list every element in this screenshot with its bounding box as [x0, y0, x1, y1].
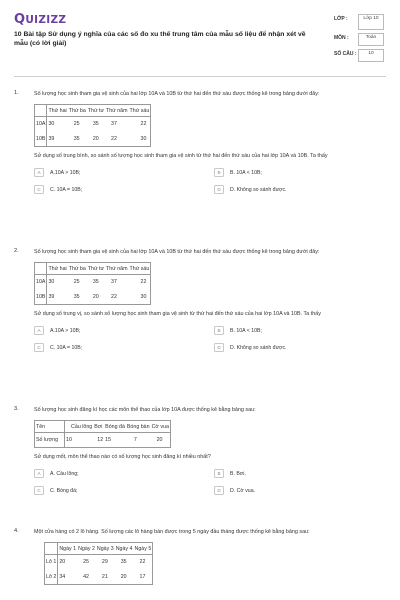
option-text: B. 10A < 10B;	[230, 327, 262, 334]
table-cell: 20	[92, 293, 99, 300]
table-cell: 10A	[35, 275, 47, 290]
table-cell: 12	[97, 437, 104, 443]
table-cell: 30	[48, 279, 55, 286]
option-letter: C	[34, 343, 44, 352]
table-cell: 10A	[35, 117, 47, 132]
table-header-cell: Bóng đá	[104, 421, 126, 433]
option-letter: D	[214, 185, 224, 194]
table-header-cell: Cờ vua	[151, 421, 171, 433]
option-text: A. Cầu lông;	[50, 470, 79, 477]
data-table	[34, 104, 151, 147]
option-letter: A	[34, 168, 44, 177]
table-header-cell: Thứ tư	[87, 105, 105, 117]
question-prompt: Sử dụng số trung bình, so sánh số lượng học sinh tham gia vệ sinh từ thứ hai đến thứ sáu của hai lớp 10A và 10B. Ta thấy	[34, 153, 328, 159]
table-header-row	[45, 543, 153, 555]
option-text: C. 10A = 10B;	[50, 344, 83, 351]
table-cell: Lô 1	[45, 555, 58, 570]
table-cell: 22	[111, 135, 117, 142]
table-header-cell: Thứ hai	[47, 105, 68, 117]
option-letter: D	[214, 486, 224, 495]
option-letter: A	[34, 326, 44, 335]
table-header-cell: Thứ ba	[68, 263, 87, 275]
option-text: C. 10A = 10B;	[50, 186, 83, 193]
subject-label: MÔN :	[334, 35, 349, 41]
table-header-cell: Thứ năm	[105, 263, 129, 275]
question-prompt: Sử dụng mốt, môn thể thao nào có số lượng học sinh đăng kí nhiều nhất?	[34, 454, 211, 460]
table-header-cell: Cầu lông	[65, 421, 94, 433]
count-value: 10	[358, 49, 384, 62]
table-cell: 42	[83, 573, 90, 580]
table-cell: 35	[92, 121, 99, 128]
table-row	[35, 275, 151, 290]
question-intro: Số lượng học sinh tham gia vệ sinh của hai lớp 10A và 10B từ thứ hai đến thứ sáu được thống kê trong bảng dưới đây:	[34, 91, 320, 97]
answer-options	[34, 168, 386, 194]
option-letter: B	[214, 168, 224, 177]
table-cell: 25	[83, 559, 90, 566]
count-label: SỐ CÂU :	[334, 51, 357, 57]
option-a[interactable]	[34, 469, 214, 478]
table-row	[45, 555, 153, 570]
answer-options	[34, 326, 386, 352]
table-row	[35, 117, 151, 132]
question-number: 2.	[14, 248, 19, 254]
data-table	[44, 542, 153, 585]
table-header-cell: Thứ sáu	[129, 105, 151, 117]
table-cell: 21	[101, 573, 108, 580]
table-header-row	[35, 105, 151, 117]
table-cell: Lô 2	[45, 570, 58, 585]
grade-label: LỚP :	[334, 16, 348, 22]
table-cell: 30	[140, 293, 147, 300]
table-header-cell: Bơi	[93, 421, 104, 433]
table-row	[35, 433, 171, 448]
table-header-cell	[35, 105, 47, 117]
table-header-row	[35, 421, 171, 433]
table-header-cell: Thứ năm	[105, 105, 129, 117]
table-cell: 29	[101, 559, 108, 566]
subject-value: Toán	[358, 33, 384, 46]
option-letter: D	[214, 343, 224, 352]
table-header-cell: Ngày 1	[58, 543, 77, 555]
table-cell: 20	[156, 437, 163, 443]
option-text: B. 10A < 10B;	[230, 169, 262, 176]
table-cell: 30	[140, 135, 147, 142]
table-cell: 10B	[35, 290, 47, 305]
option-a[interactable]	[34, 326, 214, 335]
option-c[interactable]	[34, 343, 214, 352]
table-header-cell: Thứ ba	[68, 105, 87, 117]
table-cell: 34	[59, 573, 66, 580]
option-letter: B	[214, 326, 224, 335]
option-text: B. Bơi.	[230, 470, 246, 477]
logo-cap-letter: Q	[14, 12, 26, 27]
table-header-cell: Tên	[35, 421, 65, 433]
table-cell: 17	[139, 573, 146, 580]
table-cell: 10B	[35, 132, 47, 147]
option-letter: C	[34, 185, 44, 194]
table-cell: 22	[111, 293, 117, 300]
question-intro: Số lượng học sinh đăng kí học các môn thể thao của lớp 10A được thống kê bằng bảng sau:	[34, 407, 256, 413]
answer-options	[34, 469, 386, 495]
table-header-cell: Thứ hai	[47, 263, 68, 275]
option-d[interactable]	[214, 343, 394, 352]
table-cell: 35	[120, 559, 127, 566]
table-cell: 22	[140, 279, 147, 286]
option-d[interactable]	[214, 486, 394, 495]
question-3	[14, 406, 386, 528]
table-header-cell	[45, 543, 58, 555]
table-cell: 22	[140, 121, 147, 128]
table-cell: 35	[92, 279, 99, 286]
option-b[interactable]	[214, 326, 394, 335]
question-intro: Số lượng học sinh tham gia vệ sinh của hai lớp 10A và 10B từ thứ hai đến thứ sáu được thống kê trong bảng dưới đây:	[34, 249, 320, 255]
meta-subject	[334, 33, 400, 46]
table-header-cell: Thứ sáu	[129, 263, 151, 275]
option-text: C. Bóng đá;	[50, 487, 78, 494]
table-cell: 30	[48, 121, 55, 128]
table-header-cell: Bóng bàn	[126, 421, 151, 433]
meta-count	[334, 49, 400, 62]
option-c[interactable]	[34, 486, 214, 495]
table-header-row	[35, 263, 151, 275]
table-cell: 25	[73, 279, 80, 286]
data-table	[34, 420, 171, 448]
option-letter: C	[34, 486, 44, 495]
table-cell: 22	[139, 559, 146, 566]
worksheet-title: 10 Bài tập Sử dụng ý nghĩa của các số đo xu thế trung tâm của mẫu số liệu để nhận xét về mẫu (có lời giải)	[14, 31, 306, 47]
table-header-cell: Ngày 4	[115, 543, 134, 555]
table-cell: 15	[105, 437, 112, 443]
table-row	[35, 132, 151, 147]
option-b[interactable]	[214, 168, 394, 177]
table-header-cell	[35, 263, 47, 275]
question-prompt: Sử dụng số trung vị, so sánh số lượng học sinh tham gia vệ sinh từ thứ hai đến thứ sáu của hai lớp 10A và 10B. Ta thấy	[34, 311, 321, 317]
table-cell: 35	[73, 135, 80, 142]
table-cell: Số lượng	[35, 433, 65, 448]
table-cell: 37	[111, 279, 117, 286]
table-header-cell: Ngày 2	[77, 543, 96, 555]
header-divider	[14, 76, 386, 77]
table-row	[35, 290, 151, 305]
data-table	[34, 262, 151, 305]
option-letter: A	[34, 469, 44, 478]
table-cell: 35	[73, 293, 80, 300]
table-cell: 20	[59, 559, 66, 566]
option-text: D. Không so sánh được.	[230, 344, 287, 351]
meta-grade	[334, 14, 400, 30]
question-number: 1.	[14, 90, 19, 96]
question-4	[14, 528, 386, 598]
question-list	[14, 90, 386, 598]
option-d[interactable]	[214, 185, 394, 194]
grade-value: Lớp 10	[358, 14, 384, 30]
table-cell: 20	[120, 573, 127, 580]
table-cell: 25	[73, 121, 80, 128]
logo-rest-letters: UIZIZZ	[25, 14, 67, 26]
table-cell: 10	[66, 437, 72, 443]
table-row	[45, 570, 153, 585]
question-number: 3.	[14, 406, 19, 412]
question-2	[14, 248, 386, 406]
question-1	[14, 90, 386, 248]
worksheet-meta	[334, 14, 400, 65]
option-text: D. Không so sánh được.	[230, 186, 287, 193]
table-cell: 7	[133, 437, 137, 443]
quizizz-logo[interactable]	[14, 12, 66, 27]
question-number: 4.	[14, 528, 19, 534]
table-cell: 20	[92, 135, 99, 142]
option-c[interactable]	[34, 185, 214, 194]
table-header-cell: Thứ tư	[87, 263, 105, 275]
table-header-cell: Ngày 3	[96, 543, 115, 555]
table-cell: 39	[48, 135, 55, 142]
option-text: D. Cờ vua.	[230, 487, 256, 494]
option-a[interactable]	[34, 168, 214, 177]
option-text: A.10A > 10B;	[50, 327, 81, 334]
worksheet-header	[14, 12, 386, 70]
option-b[interactable]	[214, 469, 394, 478]
table-header-cell: Ngày 5	[134, 543, 153, 555]
table-cell: 37	[111, 121, 117, 128]
table-cell: 39	[48, 293, 55, 300]
option-text: A.10A > 10B;	[50, 169, 81, 176]
option-letter: B	[214, 469, 224, 478]
question-intro: Một cửa hàng có 2 lô hàng. Số lượng các lô hàng bán được trong 5 ngày đầu tháng được thống kê bằng bảng sau:	[34, 529, 310, 535]
